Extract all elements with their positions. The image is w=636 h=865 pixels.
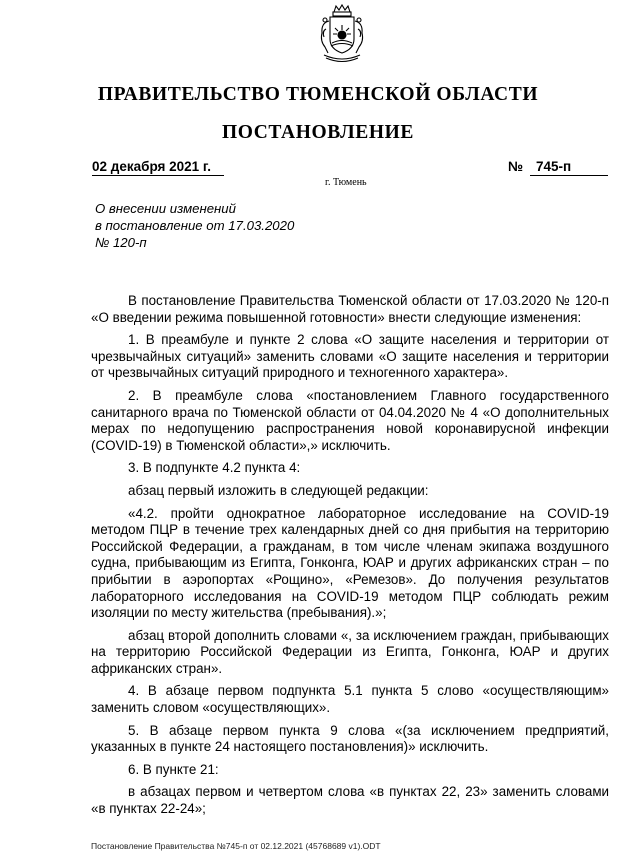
- body-paragraph: 4. В абзаце первом подпункта 5.1 пункта 5 слово «осуществляющим» заменить словом «осуществляющих».: [91, 683, 609, 716]
- body-paragraph: 1. В преамбуле и пункте 2 слова «О защите населения и территории от чрезвычайных ситуаций» заменить словами «О защите населения и территории от чрезвычайных ситуаций природного и техногенного характера».: [91, 332, 609, 381]
- body-paragraph: 2. В преамбуле слова «постановлением Главного государственного санитарного врача по Тюменской области от 04.04.2020 № 4 «О дополнительных мерах по недопущению распространения новой коронавирусной инфекции (COVID-19) в Тюменской области»,» исключить.: [91, 387, 609, 453]
- document-date: 02 декабря 2021 г.: [92, 159, 224, 176]
- body-paragraph: в абзацах первом и четвертом слова «в пунктах 22, 23» заменить словами «в пунктах 22-24»;: [91, 784, 609, 817]
- body-paragraph: 6. В пункте 21:: [128, 761, 219, 777]
- body-paragraph: абзац второй дополнить словами «, за исключением граждан, прибывающих на территорию Российской Федерации из Египта, Гонконга, ЮАР и других африканских стран».: [91, 627, 609, 676]
- subject-line: О внесении изменений: [95, 201, 236, 216]
- document-subject: [95, 200, 294, 251]
- document-footer: Постановление Правительства №745-п от 02.12.2021 (45768689 v1).ODT: [91, 841, 381, 851]
- intro-paragraph: В постановление Правительства Тюменской области от 17.03.2020 № 120-п «О введении режима повышенной готовности» внести следующие изменения:: [91, 293, 609, 325]
- body-paragraph: «4.2. пройти однократное лабораторное исследование на COVID-19 методом ПЦР в течение трех календарных дней со дня прибытия на территорию Российской Федерации, а гражданам, в том числе членам экипажа воздушного судна, прибывающим из Египта, Гонконга, ЮАР и других африканских стран – по прибытии в аэропортах «Рощино», «Ремезов». До получения результатов лабораторного исследования на COVID-19 методом ПЦР соблюдать режим изоляции по месту жительства (пребывания).»;: [91, 505, 609, 621]
- subject-line: в постановление от 17.03.2020: [95, 218, 295, 233]
- document-type-title: ПОСТАНОВЛЕНИЕ: [221, 122, 415, 143]
- body-paragraph: 5. В абзаце первом пункта 9 слова «(за исключением предприятий, указанных в пункте 24 настоящего постановления)» исключить.: [91, 722, 609, 755]
- number-sign: №: [508, 159, 524, 174]
- tyumen-region-coat-of-arms-icon: [316, 3, 368, 65]
- body-paragraph: 3. В подпункте 4.2 пункта 4:: [128, 460, 301, 476]
- document-number: 745-п: [530, 159, 608, 176]
- subject-line: № 120-п: [95, 235, 147, 250]
- body-paragraph: абзац первый изложить в следующей редакции:: [128, 482, 429, 498]
- city: г. Тюмень: [325, 177, 367, 188]
- document-body: [91, 293, 609, 824]
- organization-title: ПРАВИТЕЛЬСТВО ТЮМЕНСКОЙ ОБЛАСТИ: [97, 84, 539, 105]
